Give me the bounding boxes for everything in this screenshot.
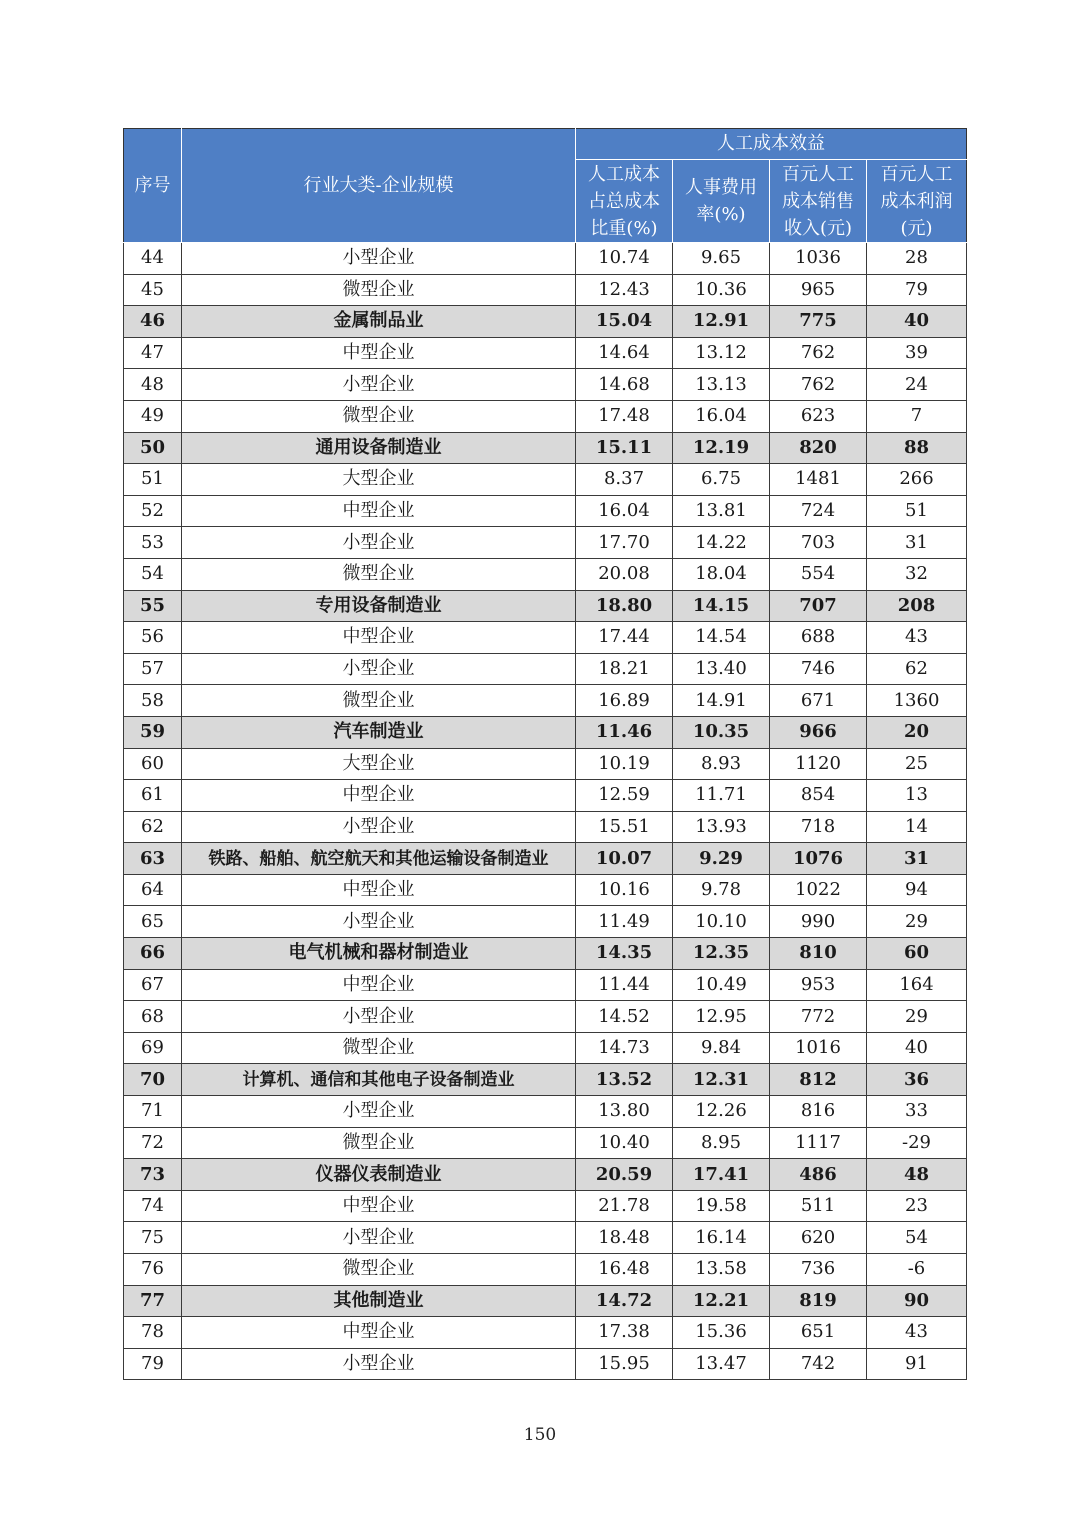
row-name: 其他制造业 [182, 1285, 576, 1317]
labor-share-value: 17.38 [576, 1317, 673, 1349]
row-index: 65 [124, 906, 182, 938]
personnel-rate-value: 11.71 [673, 780, 770, 812]
profit-per-100-value: 208 [867, 590, 967, 622]
row-name: 仪器仪表制造业 [182, 1159, 576, 1191]
sales-per-100-value: 990 [770, 906, 867, 938]
row-name: 微型企业 [182, 1127, 576, 1159]
row-name: 中型企业 [182, 969, 576, 1001]
sales-per-100-value: 816 [770, 1096, 867, 1128]
sales-per-100-value: 620 [770, 1222, 867, 1254]
row-index: 77 [124, 1285, 182, 1317]
header-col-labor-share: 人工成本 占总成本 比重(%) [576, 160, 673, 243]
labor-share-value: 21.78 [576, 1190, 673, 1222]
personnel-rate-value: 14.15 [673, 590, 770, 622]
row-index: 52 [124, 495, 182, 527]
row-index: 61 [124, 780, 182, 812]
row-index: 59 [124, 716, 182, 748]
profit-per-100-value: 36 [867, 1064, 967, 1096]
row-name: 汽车制造业 [182, 716, 576, 748]
personnel-rate-value: 13.58 [673, 1254, 770, 1286]
row-index: 48 [124, 369, 182, 401]
labor-share-value: 15.51 [576, 811, 673, 843]
profit-per-100-value: 7 [867, 400, 967, 432]
sales-per-100-value: 810 [770, 938, 867, 970]
personnel-rate-value: 16.14 [673, 1222, 770, 1254]
profit-per-100-value: 31 [867, 843, 967, 875]
personnel-rate-value: 17.41 [673, 1159, 770, 1191]
sales-per-100-value: 1076 [770, 843, 867, 875]
profit-per-100-value: 33 [867, 1096, 967, 1128]
table-body [124, 243, 967, 1380]
row-index: 49 [124, 400, 182, 432]
row-name: 大型企业 [182, 464, 576, 496]
personnel-rate-value: 12.19 [673, 432, 770, 464]
row-index: 53 [124, 527, 182, 559]
profit-per-100-value: 88 [867, 432, 967, 464]
labor-share-value: 16.89 [576, 685, 673, 717]
personnel-rate-value: 10.49 [673, 969, 770, 1001]
personnel-rate-value: 12.26 [673, 1096, 770, 1128]
row-index: 58 [124, 685, 182, 717]
sales-per-100-value: 1120 [770, 748, 867, 780]
profit-per-100-value: 24 [867, 369, 967, 401]
profit-per-100-value: 43 [867, 622, 967, 654]
labor-share-value: 10.40 [576, 1127, 673, 1159]
table-row [124, 527, 967, 559]
personnel-rate-value: 8.93 [673, 748, 770, 780]
row-name: 通用设备制造业 [182, 432, 576, 464]
row-index: 79 [124, 1348, 182, 1380]
profit-per-100-value: -29 [867, 1127, 967, 1159]
profit-per-100-value: 39 [867, 337, 967, 369]
table-row [124, 1096, 967, 1128]
row-index: 47 [124, 337, 182, 369]
profit-per-100-value: 43 [867, 1317, 967, 1349]
sales-per-100-value: 1117 [770, 1127, 867, 1159]
table-row [124, 780, 967, 812]
table-row [124, 1317, 967, 1349]
page-number: 150 [523, 1425, 557, 1445]
row-name: 微型企业 [182, 685, 576, 717]
sales-per-100-value: 820 [770, 432, 867, 464]
table-row [124, 1001, 967, 1033]
profit-per-100-value: 29 [867, 906, 967, 938]
row-index: 66 [124, 938, 182, 970]
table-row [124, 1127, 967, 1159]
row-index: 44 [124, 243, 182, 275]
row-index: 51 [124, 464, 182, 496]
row-index: 68 [124, 1001, 182, 1033]
row-name: 专用设备制造业 [182, 590, 576, 622]
row-index: 56 [124, 622, 182, 654]
row-index: 69 [124, 1032, 182, 1064]
category-row [124, 716, 967, 748]
sales-per-100-value: 762 [770, 337, 867, 369]
row-name: 中型企业 [182, 874, 576, 906]
row-name: 大型企业 [182, 748, 576, 780]
labor-share-value: 12.43 [576, 274, 673, 306]
sales-per-100-value: 812 [770, 1064, 867, 1096]
sales-per-100-value: 772 [770, 1001, 867, 1033]
personnel-rate-value: 16.04 [673, 400, 770, 432]
header-col-sales-per-100: 百元人工 成本销售 收入(元) [770, 160, 867, 243]
category-row [124, 1064, 967, 1096]
sales-per-100-value: 703 [770, 527, 867, 559]
profit-per-100-value: 51 [867, 495, 967, 527]
sales-per-100-value: 736 [770, 1254, 867, 1286]
labor-share-value: 15.11 [576, 432, 673, 464]
profit-per-100-value: 164 [867, 969, 967, 1001]
sales-per-100-value: 966 [770, 716, 867, 748]
profit-per-100-value: 1360 [867, 685, 967, 717]
row-name: 微型企业 [182, 1032, 576, 1064]
personnel-rate-value: 12.21 [673, 1285, 770, 1317]
row-name: 小型企业 [182, 653, 576, 685]
personnel-rate-value: 14.22 [673, 527, 770, 559]
sales-per-100-value: 623 [770, 400, 867, 432]
personnel-rate-value: 13.47 [673, 1348, 770, 1380]
row-index: 67 [124, 969, 182, 1001]
profit-per-100-value: 29 [867, 1001, 967, 1033]
labor-share-value: 14.52 [576, 1001, 673, 1033]
table-row [124, 400, 967, 432]
labor-share-value: 15.95 [576, 1348, 673, 1380]
row-name: 中型企业 [182, 337, 576, 369]
labor-share-value: 14.73 [576, 1032, 673, 1064]
profit-per-100-value: 20 [867, 716, 967, 748]
personnel-rate-value: 9.29 [673, 843, 770, 875]
personnel-rate-value: 14.54 [673, 622, 770, 654]
row-name: 小型企业 [182, 369, 576, 401]
row-name: 中型企业 [182, 780, 576, 812]
category-row [124, 1285, 967, 1317]
profit-per-100-value: 48 [867, 1159, 967, 1191]
row-name: 小型企业 [182, 243, 576, 275]
profit-per-100-value: 28 [867, 243, 967, 275]
row-name: 小型企业 [182, 1222, 576, 1254]
profit-per-100-value: 54 [867, 1222, 967, 1254]
personnel-rate-value: 9.84 [673, 1032, 770, 1064]
labor-share-value: 18.48 [576, 1222, 673, 1254]
row-name: 电气机械和器材制造业 [182, 938, 576, 970]
personnel-rate-value: 13.81 [673, 495, 770, 527]
labor-share-value: 11.49 [576, 906, 673, 938]
sales-per-100-value: 486 [770, 1159, 867, 1191]
category-row [124, 938, 967, 970]
table-row [124, 874, 967, 906]
profit-per-100-value: 90 [867, 1285, 967, 1317]
row-name: 微型企业 [182, 1254, 576, 1286]
labor-share-value: 11.46 [576, 716, 673, 748]
profit-per-100-value: 91 [867, 1348, 967, 1380]
sales-per-100-value: 854 [770, 780, 867, 812]
row-index: 70 [124, 1064, 182, 1096]
table-row [124, 1254, 967, 1286]
table-row [124, 1348, 967, 1380]
labor-share-value: 12.59 [576, 780, 673, 812]
category-row [124, 843, 967, 875]
sales-per-100-value: 819 [770, 1285, 867, 1317]
personnel-rate-value: 18.04 [673, 558, 770, 590]
sales-per-100-value: 651 [770, 1317, 867, 1349]
table-row [124, 653, 967, 685]
labor-share-value: 16.48 [576, 1254, 673, 1286]
labor-share-value: 20.59 [576, 1159, 673, 1191]
sales-per-100-value: 953 [770, 969, 867, 1001]
row-index: 75 [124, 1222, 182, 1254]
sales-per-100-value: 742 [770, 1348, 867, 1380]
sales-per-100-value: 554 [770, 558, 867, 590]
personnel-rate-value: 19.58 [673, 1190, 770, 1222]
header-col-personnel-rate: 人事费用 率(%) [673, 160, 770, 243]
personnel-rate-value: 13.93 [673, 811, 770, 843]
category-row [124, 432, 967, 464]
profit-per-100-value: 14 [867, 811, 967, 843]
personnel-rate-value: 14.91 [673, 685, 770, 717]
row-name: 小型企业 [182, 1001, 576, 1033]
profit-per-100-value: 60 [867, 938, 967, 970]
sales-per-100-value: 671 [770, 685, 867, 717]
row-name: 小型企业 [182, 1096, 576, 1128]
row-name: 中型企业 [182, 622, 576, 654]
row-index: 60 [124, 748, 182, 780]
row-index: 76 [124, 1254, 182, 1286]
row-index: 57 [124, 653, 182, 685]
table-row [124, 1190, 967, 1222]
personnel-rate-value: 12.31 [673, 1064, 770, 1096]
labor-share-value: 10.07 [576, 843, 673, 875]
labor-share-value: 8.37 [576, 464, 673, 496]
labor-share-value: 17.44 [576, 622, 673, 654]
row-index: 45 [124, 274, 182, 306]
personnel-rate-value: 10.35 [673, 716, 770, 748]
table-row [124, 558, 967, 590]
profit-per-100-value: 31 [867, 527, 967, 559]
row-index: 64 [124, 874, 182, 906]
personnel-rate-value: 13.40 [673, 653, 770, 685]
row-name: 中型企业 [182, 1317, 576, 1349]
row-index: 54 [124, 558, 182, 590]
row-index: 71 [124, 1096, 182, 1128]
personnel-rate-value: 10.36 [673, 274, 770, 306]
header-group: 人工成本效益 [576, 129, 967, 160]
labor-share-value: 10.74 [576, 243, 673, 275]
labor-share-value: 17.48 [576, 400, 673, 432]
table-row [124, 337, 967, 369]
labor-share-value: 14.68 [576, 369, 673, 401]
personnel-rate-value: 12.91 [673, 306, 770, 338]
row-index: 74 [124, 1190, 182, 1222]
row-index: 50 [124, 432, 182, 464]
cost-efficiency-table [123, 128, 967, 1380]
row-name: 铁路、船舶、航空航天和其他运输设备制造业 [182, 843, 576, 875]
row-name: 金属制品业 [182, 306, 576, 338]
personnel-rate-value: 9.78 [673, 874, 770, 906]
labor-share-value: 15.04 [576, 306, 673, 338]
profit-per-100-value: -6 [867, 1254, 967, 1286]
labor-share-value: 13.52 [576, 1064, 673, 1096]
labor-share-value: 13.80 [576, 1096, 673, 1128]
table-row [124, 495, 967, 527]
table-row [124, 464, 967, 496]
table-row [124, 906, 967, 938]
header-category: 行业大类-企业规模 [182, 129, 576, 243]
labor-share-value: 17.70 [576, 527, 673, 559]
sales-per-100-value: 775 [770, 306, 867, 338]
personnel-rate-value: 15.36 [673, 1317, 770, 1349]
row-name: 小型企业 [182, 811, 576, 843]
profit-per-100-value: 25 [867, 748, 967, 780]
row-name: 小型企业 [182, 906, 576, 938]
sales-per-100-value: 718 [770, 811, 867, 843]
sales-per-100-value: 746 [770, 653, 867, 685]
profit-per-100-value: 62 [867, 653, 967, 685]
labor-share-value: 18.21 [576, 653, 673, 685]
sales-per-100-value: 1481 [770, 464, 867, 496]
personnel-rate-value: 13.13 [673, 369, 770, 401]
personnel-rate-value: 8.95 [673, 1127, 770, 1159]
table-row [124, 274, 967, 306]
labor-share-value: 18.80 [576, 590, 673, 622]
row-index: 55 [124, 590, 182, 622]
table-row [124, 369, 967, 401]
row-index: 72 [124, 1127, 182, 1159]
personnel-rate-value: 9.65 [673, 243, 770, 275]
row-name: 中型企业 [182, 1190, 576, 1222]
profit-per-100-value: 40 [867, 306, 967, 338]
labor-share-value: 14.72 [576, 1285, 673, 1317]
table-row [124, 1032, 967, 1064]
labor-share-value: 10.19 [576, 748, 673, 780]
profit-per-100-value: 94 [867, 874, 967, 906]
table-row [124, 1222, 967, 1254]
personnel-rate-value: 6.75 [673, 464, 770, 496]
header-col-profit-per-100: 百元人工 成本利润 (元) [867, 160, 967, 243]
sales-per-100-value: 1036 [770, 243, 867, 275]
row-name: 小型企业 [182, 1348, 576, 1380]
row-index: 62 [124, 811, 182, 843]
labor-share-value: 16.04 [576, 495, 673, 527]
labor-share-value: 10.16 [576, 874, 673, 906]
row-index: 46 [124, 306, 182, 338]
category-row [124, 306, 967, 338]
category-row [124, 1159, 967, 1191]
sales-per-100-value: 707 [770, 590, 867, 622]
sales-per-100-value: 511 [770, 1190, 867, 1222]
row-name: 微型企业 [182, 274, 576, 306]
table-row [124, 622, 967, 654]
row-name: 微型企业 [182, 558, 576, 590]
row-name: 计算机、通信和其他电子设备制造业 [182, 1064, 576, 1096]
profit-per-100-value: 32 [867, 558, 967, 590]
sales-per-100-value: 1022 [770, 874, 867, 906]
labor-share-value: 20.08 [576, 558, 673, 590]
sales-per-100-value: 965 [770, 274, 867, 306]
table-header [124, 129, 967, 243]
table-row [124, 811, 967, 843]
row-index: 63 [124, 843, 182, 875]
profit-per-100-value: 23 [867, 1190, 967, 1222]
labor-share-value: 11.44 [576, 969, 673, 1001]
row-index: 73 [124, 1159, 182, 1191]
profit-per-100-value: 40 [867, 1032, 967, 1064]
header-seq: 序号 [124, 129, 182, 243]
sales-per-100-value: 724 [770, 495, 867, 527]
personnel-rate-value: 13.12 [673, 337, 770, 369]
row-name: 中型企业 [182, 495, 576, 527]
table-row [124, 685, 967, 717]
personnel-rate-value: 12.95 [673, 1001, 770, 1033]
profit-per-100-value: 266 [867, 464, 967, 496]
profit-per-100-value: 13 [867, 780, 967, 812]
row-index: 78 [124, 1317, 182, 1349]
table-row [124, 243, 967, 275]
sales-per-100-value: 1016 [770, 1032, 867, 1064]
row-name: 微型企业 [182, 400, 576, 432]
category-row [124, 590, 967, 622]
table-row [124, 748, 967, 780]
labor-share-value: 14.64 [576, 337, 673, 369]
row-name: 小型企业 [182, 527, 576, 559]
table-row [124, 969, 967, 1001]
sales-per-100-value: 762 [770, 369, 867, 401]
personnel-rate-value: 12.35 [673, 938, 770, 970]
sales-per-100-value: 688 [770, 622, 867, 654]
labor-share-value: 14.35 [576, 938, 673, 970]
profit-per-100-value: 79 [867, 274, 967, 306]
personnel-rate-value: 10.10 [673, 906, 770, 938]
